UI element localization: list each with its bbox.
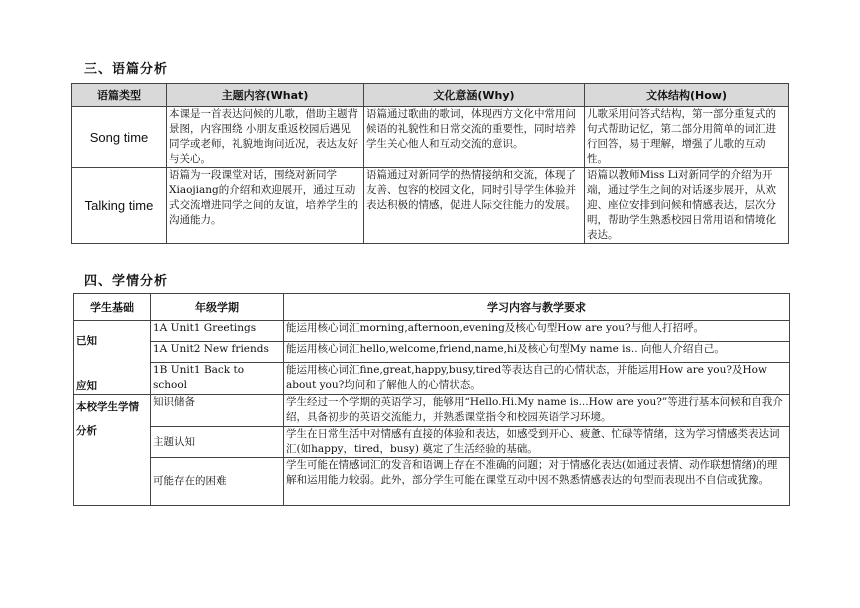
column-header: 文体结构(How) xyxy=(585,84,789,107)
column-header: 学习内容与教学要求 xyxy=(284,294,790,321)
learner-analysis-table xyxy=(73,293,790,506)
content-cell: 学生可能在情感词汇的发音和语调上存在不准确的问题；对于情感化表达(如通过表情、动作联想情绪)的理解和运用能力较弱。此外，部分学生可能在课堂互动中因不熟悉情感表达的句型而表现出不自信或犹豫。 xyxy=(284,458,790,506)
table-row xyxy=(74,427,790,458)
column-header: 文化意涵(Why) xyxy=(364,84,585,107)
term-cell: 可能存在的困难 xyxy=(151,458,284,506)
column-header: 语篇类型 xyxy=(72,84,167,107)
should-know-label: 应知 xyxy=(74,363,151,395)
why-cell: 语篇通过对新同学的热情接纳和交流，体现了友善、包容的校园文化，同时引导学生体验并表达积极的情感，促进人际交往能力的发展。 xyxy=(364,168,585,244)
column-header: 学生基础 xyxy=(74,294,151,321)
column-header: 年级学期 xyxy=(151,294,284,321)
how-cell: 儿歌采用问答式结构，第一部分重复式的句式帮助记忆，第二部分用简单的词汇进行回答，易于理解，增强了儿歌的互动性。 xyxy=(585,107,789,168)
table-header-row xyxy=(74,294,790,321)
content-cell: 学生在日常生活中对情感有直接的体验和表达，如感受到开心、疲惫、忙碌等情绪，这为学习情感类表达词汇(如happy，tired，busy) 奠定了生活经验的基础。 xyxy=(284,427,790,458)
table-row xyxy=(74,458,790,506)
table-row xyxy=(74,321,790,342)
why-cell: 语篇通过歌曲的歌词，体现西方文化中常用问候语的礼貌性和日常交流的重要性，同时培养学生关心他人和互动交流的意识。 xyxy=(364,107,585,168)
table-row xyxy=(74,363,790,395)
term-cell: 1A Unit2 New friends xyxy=(151,342,284,363)
column-header: 主题内容(What) xyxy=(167,84,364,107)
content-cell: 能运用核心词汇morning,afternoon,evening及核心句型How are you?与他人打招呼。 xyxy=(284,321,790,342)
what-cell: 本课是一首表达问候的儿歌，借助主题背景图，内容围绕 小朋友重返校园后遇见同学或老师，礼貌地询问近况，表达友好与关心。 xyxy=(167,107,364,168)
section-heading-discourse: 三、语篇分析 xyxy=(84,62,169,77)
discourse-type-cell: Talking time xyxy=(72,168,167,244)
section-heading-learner: 四、学情分析 xyxy=(84,274,169,289)
table-row xyxy=(74,342,790,363)
school-analysis-label: 本校学生学情分析 xyxy=(74,395,151,506)
discourse-analysis-table xyxy=(71,83,789,244)
known-label: 已知 xyxy=(74,321,151,363)
table-row xyxy=(74,395,790,427)
term-cell: 主题认知 xyxy=(151,427,284,458)
table-header-row xyxy=(72,84,789,107)
content-cell: 能运用核心词汇hello,welcome,friend,name,hi及核心句型My name is.. 向他人介绍自己。 xyxy=(284,342,790,363)
term-cell: 1A Unit1 Greetings xyxy=(151,321,284,342)
how-cell: 语篇以教师Miss Li对新同学的介绍为开端，通过学生之间的对话逐步展开，从欢迎、座位安排到问候和情感表达，层次分明，帮助学生熟悉校园日常用语和情境化表达。 xyxy=(585,168,789,244)
term-cell: 1B Unit1 Back to school xyxy=(151,363,284,395)
what-cell: 语篇为一段课堂对话，围绕对新同学Xiaojiang的介绍和欢迎展开，通过互动式交流增进同学之间的友谊，培养学生的沟通能力。 xyxy=(167,168,364,244)
discourse-type-cell: Song time xyxy=(72,107,167,168)
term-cell: 知识储备 xyxy=(151,395,284,427)
table-row xyxy=(72,168,789,244)
table-row xyxy=(72,107,789,168)
content-cell: 学生经过一个学期的英语学习，能够用“Hello.Hi.My name is...How are you?”等进行基本问候和自我介绍，具备初步的英语交流能力，并熟悉课堂指令和校园英语学习环境。 xyxy=(284,395,790,427)
content-cell: 能运用核心词汇fine,great,happy,busy,tired等表达自己的心情状态，并能运用How are you?及How about you?均问和了解他人的心情状态。 xyxy=(284,363,790,395)
